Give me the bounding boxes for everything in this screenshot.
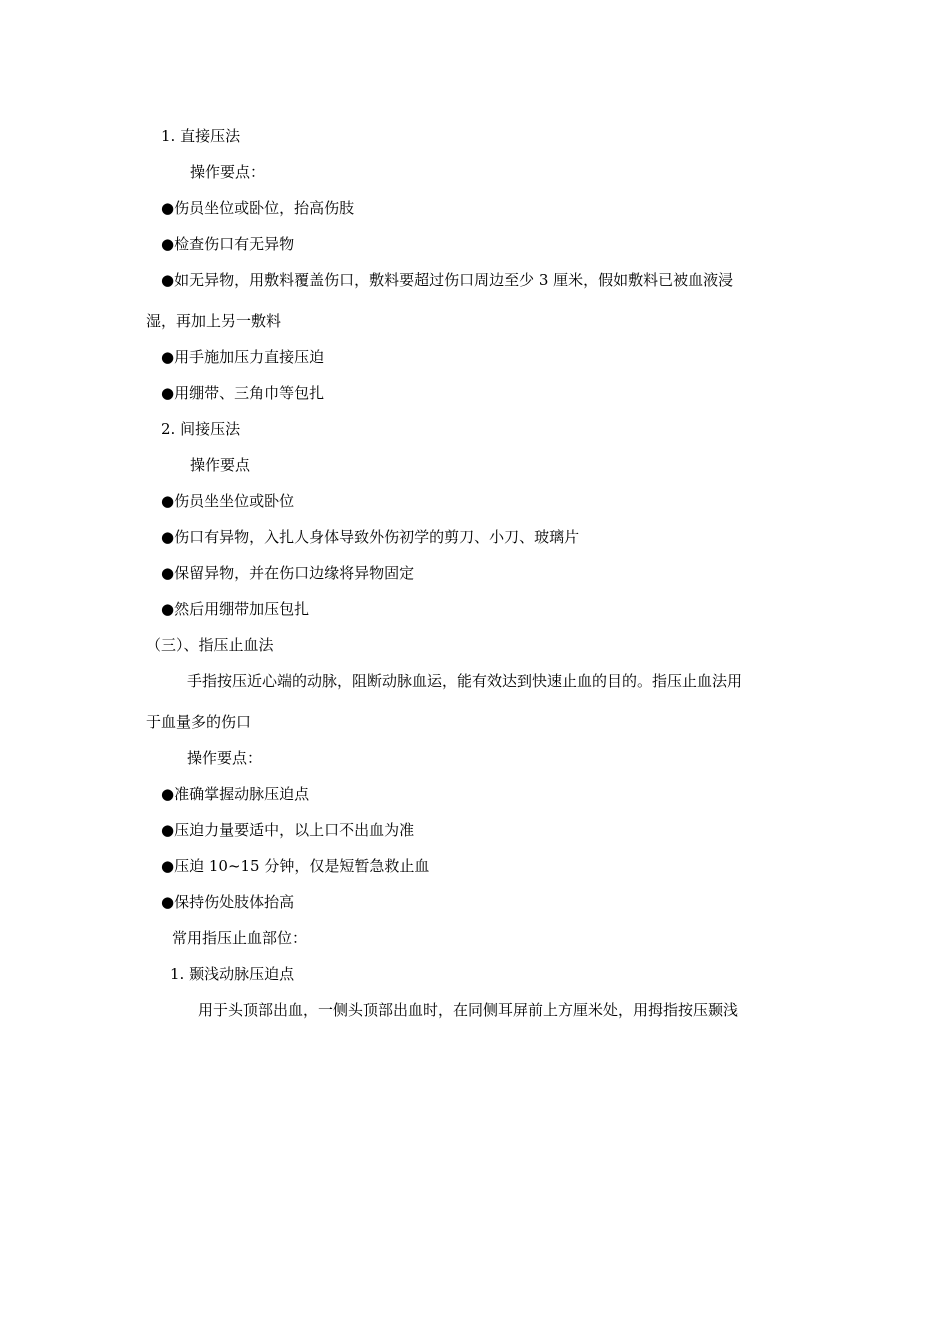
bullet-item: ●伤员坐位或卧位，抬高伤肢 [161, 199, 355, 217]
heading-direct-pressure: 1. 直接压法 [161, 127, 241, 145]
section-heading-finger-pressure: （三）、指压止血法 [146, 636, 274, 654]
heading-indirect-pressure: 2. 间接压法 [161, 420, 241, 438]
subheading-common-sites: 常用指压止血部位： [172, 929, 308, 947]
bullet-item: ●检查伤口有无异物 [161, 235, 295, 253]
bullet-item: ●保留异物，并在伤口边缘将异物固定 [161, 564, 415, 582]
bullet-item: ●压迫 10~15 分钟，仅是短暂急救止血 [161, 857, 430, 875]
subheading-key-points: 操作要点： [187, 749, 263, 767]
bullet-item: ●保持伤处肢体抬高 [161, 893, 295, 911]
subheading-key-points: 操作要点 [190, 456, 251, 474]
bullet-item: ●伤口有异物，入扎人身体导致外伤初学的剪刀、小刀、玻璃片 [161, 528, 580, 546]
paragraph-line: 手指按压近心端的动脉，阻断动脉血运，能有效达到快速止血的目的。指压止血法用 [187, 672, 743, 690]
subheading-key-points: 操作要点： [190, 163, 266, 181]
paragraph-line: 用于头顶部出血，一侧头顶部出血时，在同侧耳屏前上方厘米处，用拇指按压颞浅 [198, 1001, 739, 1019]
bullet-item: ●如无异物，用敷料覆盖伤口，敷料要超过伤口周边至少 3 厘米，假如敷料已被血液浸 [161, 271, 734, 289]
bullet-item: ●用手施加压力直接压迫 [161, 348, 325, 366]
bullet-item: ●伤员坐坐位或卧位 [161, 492, 295, 510]
bullet-item: ●用绷带、三角巾等包扎 [161, 384, 325, 402]
paragraph-continuation: 于血量多的伤口 [146, 713, 252, 731]
heading-temporal-artery: 1. 颞浅动脉压迫点 [170, 965, 295, 983]
bullet-continuation: 湿，再加上另一敷料 [146, 312, 282, 330]
bullet-item: ●然后用绷带加压包扎 [161, 600, 310, 618]
bullet-item: ●压迫力量要适中，以上口不出血为准 [161, 821, 415, 839]
bullet-item: ●准确掌握动脉压迫点 [161, 785, 310, 803]
